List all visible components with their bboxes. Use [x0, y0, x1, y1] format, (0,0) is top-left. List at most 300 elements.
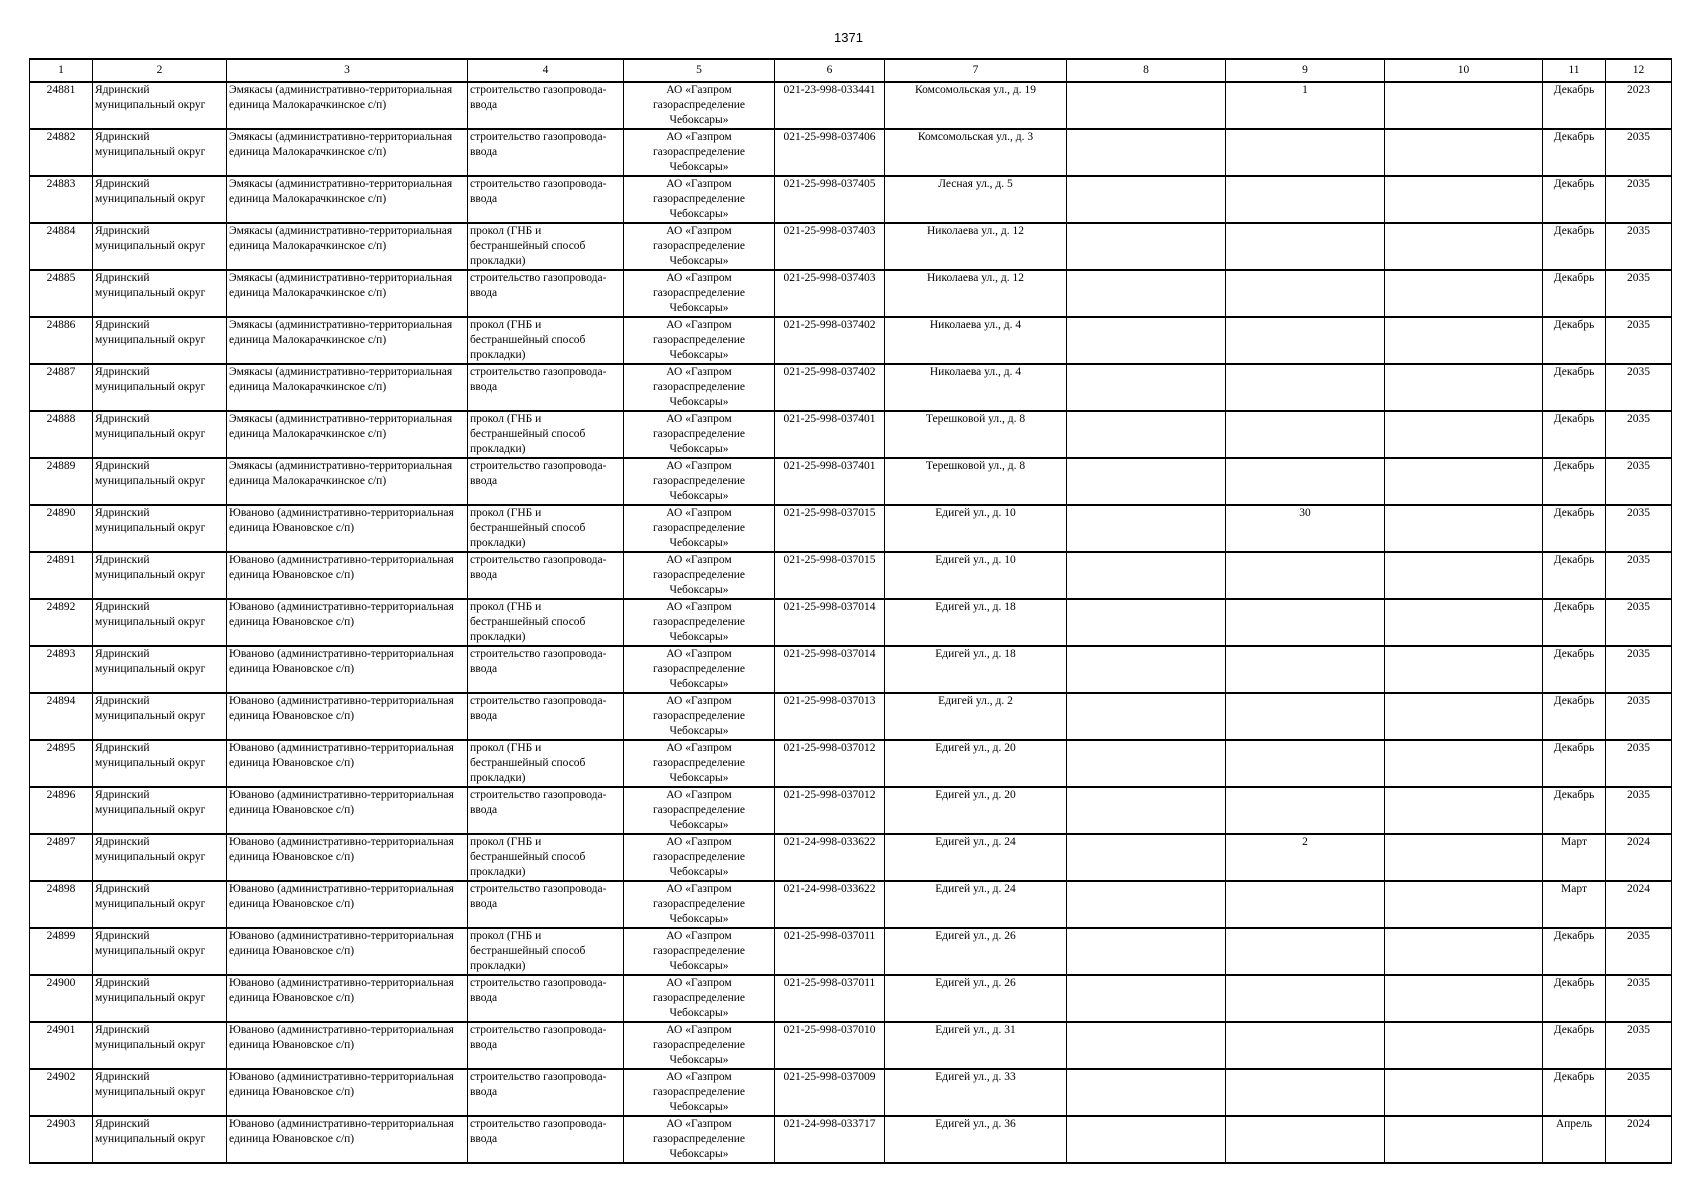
- cell-col-9-value: [1226, 411, 1385, 458]
- object-code-text: 021-25-998-037401: [783, 460, 876, 472]
- organization-text: АО «Газпром газораспределение Чебоксары»: [652, 883, 746, 925]
- work-type-text: прокол (ГНБ и бестраншейный способ прокладки): [470, 413, 586, 455]
- municipality-text: Ядринский муниципальный округ: [95, 507, 206, 534]
- cell-settlement: [227, 270, 468, 317]
- col-10-value-text: [1387, 318, 1540, 363]
- organization-text: АО «Газпром газораспределение Чебоксары»: [652, 1071, 746, 1113]
- cell-address: [885, 646, 1067, 693]
- cell-year: [1606, 975, 1672, 1022]
- cell-work-type: [468, 317, 624, 364]
- cell-municipality: [93, 693, 227, 740]
- cell-object-code: [775, 1116, 885, 1163]
- cell-municipality: [93, 411, 227, 458]
- col-10-value-text: [1387, 741, 1540, 786]
- cell-work-type: [468, 1116, 624, 1163]
- col-9-value-text: 1: [1302, 84, 1308, 96]
- cell-organization: [624, 129, 775, 176]
- cell-row-number: [30, 693, 93, 740]
- cell-row-number: [30, 928, 93, 975]
- year-text: 2035: [1627, 554, 1650, 566]
- cell-month: [1543, 599, 1606, 646]
- cell-col-10-value: [1385, 693, 1543, 740]
- row-number-text: 24901: [46, 1024, 76, 1036]
- column-header-2: 2: [93, 59, 227, 82]
- col-8-value-text: [1069, 365, 1223, 410]
- col-10-value-text: [1387, 83, 1540, 128]
- cell-object-code: [775, 834, 885, 881]
- settlement-text: Юваново (административно-территориальная единица Ювановское с/п): [229, 648, 454, 675]
- table-row: [30, 552, 1672, 599]
- cell-settlement: [227, 834, 468, 881]
- address-text: Едигей ул., д. 20: [935, 789, 1016, 801]
- address-text: Едигей ул., д. 36: [935, 1118, 1016, 1130]
- cell-col-9-value: [1226, 834, 1385, 881]
- col-8-value-text: [1069, 553, 1223, 598]
- municipality-text: Ядринский муниципальный округ: [95, 1024, 206, 1051]
- cell-row-number: [30, 1022, 93, 1069]
- municipality-text: Ядринский муниципальный округ: [95, 319, 206, 346]
- settlement-text: Эмякасы (административно-территориальная единица Малокарачкинское с/п): [229, 131, 453, 158]
- municipality-text: Ядринский муниципальный округ: [95, 789, 206, 816]
- cell-settlement: [227, 693, 468, 740]
- cell-settlement: [227, 646, 468, 693]
- month-text: Декабрь: [1553, 366, 1595, 378]
- cell-municipality: [93, 599, 227, 646]
- cell-col-10-value: [1385, 317, 1543, 364]
- cell-row-number: [30, 458, 93, 505]
- cell-month: [1543, 1116, 1606, 1163]
- municipality-text: Ядринский муниципальный округ: [95, 131, 206, 158]
- table-row: [30, 787, 1672, 834]
- row-number-text: 24889: [46, 460, 76, 472]
- settlement-text: Юваново (административно-территориальная единица Ювановское с/п): [229, 836, 454, 863]
- month-text: Декабрь: [1553, 507, 1595, 519]
- year-text: 2035: [1627, 225, 1650, 237]
- cell-municipality: [93, 928, 227, 975]
- cell-object-code: [775, 1022, 885, 1069]
- year-text: 2035: [1627, 648, 1650, 660]
- cell-address: [885, 787, 1067, 834]
- address-text: Едигей ул., д. 24: [935, 883, 1016, 895]
- month-text: Декабрь: [1553, 695, 1595, 707]
- object-code-text: 021-25-998-037011: [783, 977, 876, 989]
- cell-col-9-value: [1226, 1116, 1385, 1163]
- col-8-value-text: [1069, 318, 1223, 363]
- work-type-text: строительство газопровода-ввода: [470, 178, 607, 205]
- cell-col-9-value: [1226, 740, 1385, 787]
- object-code-text: 021-24-998-033622: [783, 883, 876, 895]
- cell-col-9-value: [1226, 975, 1385, 1022]
- col-9-value-text: [1228, 788, 1382, 833]
- month-text: Декабрь: [1553, 742, 1595, 754]
- cell-organization: [624, 928, 775, 975]
- cell-settlement: [227, 881, 468, 928]
- cell-year: [1606, 881, 1672, 928]
- month-text: Декабрь: [1553, 1071, 1595, 1083]
- cell-object-code: [775, 176, 885, 223]
- cell-object-code: [775, 129, 885, 176]
- cell-work-type: [468, 693, 624, 740]
- work-type-text: прокол (ГНБ и бестраншейный способ прокладки): [470, 319, 586, 361]
- work-type-text: прокол (ГНБ и бестраншейный способ прокладки): [470, 742, 586, 784]
- organization-text: АО «Газпром газораспределение Чебоксары»: [652, 272, 746, 314]
- column-header-1: 1: [30, 59, 93, 82]
- work-type-text: прокол (ГНБ и бестраншейный способ прокладки): [470, 225, 586, 267]
- cell-work-type: [468, 975, 624, 1022]
- month-text: Декабрь: [1553, 1024, 1595, 1036]
- table-row: [30, 317, 1672, 364]
- month-text: Декабрь: [1553, 789, 1595, 801]
- header-row: [30, 59, 1672, 82]
- cell-month: [1543, 552, 1606, 599]
- municipality-text: Ядринский муниципальный округ: [95, 554, 206, 581]
- municipality-text: Ядринский муниципальный округ: [95, 742, 206, 769]
- cell-work-type: [468, 176, 624, 223]
- cell-row-number: [30, 176, 93, 223]
- table-row: [30, 505, 1672, 552]
- col-9-value-text: [1228, 1070, 1382, 1115]
- col-8-value-text: [1069, 1070, 1223, 1115]
- municipality-text: Ядринский муниципальный округ: [95, 272, 206, 299]
- table-row: [30, 364, 1672, 411]
- settlement-text: Юваново (административно-территориальная единица Ювановское с/п): [229, 930, 454, 957]
- cell-col-9-value: [1226, 787, 1385, 834]
- cell-year: [1606, 646, 1672, 693]
- cell-settlement: [227, 599, 468, 646]
- settlement-text: Эмякасы (административно-территориальная единица Малокарачкинское с/п): [229, 366, 453, 393]
- cell-organization: [624, 82, 775, 129]
- cell-col-9-value: [1226, 928, 1385, 975]
- address-text: Николаева ул., д. 12: [927, 272, 1024, 284]
- cell-organization: [624, 364, 775, 411]
- cell-year: [1606, 317, 1672, 364]
- cell-municipality: [93, 82, 227, 129]
- col-9-value-text: [1228, 882, 1382, 927]
- cell-settlement: [227, 411, 468, 458]
- cell-col-8-value: [1067, 599, 1226, 646]
- table-body: [30, 82, 1672, 1163]
- cell-settlement: [227, 1116, 468, 1163]
- cell-col-9-value: [1226, 317, 1385, 364]
- year-text: 2035: [1627, 319, 1650, 331]
- cell-col-10-value: [1385, 740, 1543, 787]
- cell-month: [1543, 881, 1606, 928]
- cell-organization: [624, 881, 775, 928]
- municipality-text: Ядринский муниципальный округ: [95, 178, 206, 205]
- row-number-text: 24882: [46, 131, 76, 143]
- address-text: Едигей ул., д. 10: [935, 507, 1016, 519]
- work-type-text: строительство газопровода-ввода: [470, 648, 607, 675]
- cell-work-type: [468, 552, 624, 599]
- cell-month: [1543, 411, 1606, 458]
- col-9-value-text: [1228, 741, 1382, 786]
- cell-col-10-value: [1385, 1069, 1543, 1116]
- work-type-text: строительство газопровода-ввода: [470, 1071, 607, 1098]
- cell-organization: [624, 834, 775, 881]
- cell-col-9-value: [1226, 176, 1385, 223]
- col-8-value-text: [1069, 929, 1223, 974]
- cell-col-10-value: [1385, 82, 1543, 129]
- year-text: 2024: [1627, 883, 1650, 895]
- address-text: Терешковой ул., д. 8: [925, 413, 1026, 425]
- cell-object-code: [775, 364, 885, 411]
- settlement-text: Эмякасы (административно-территориальная единица Малокарачкинское с/п): [229, 460, 453, 487]
- month-text: Декабрь: [1553, 648, 1595, 660]
- col-8-value-text: [1069, 177, 1223, 222]
- cell-col-9-value: [1226, 505, 1385, 552]
- cell-organization: [624, 693, 775, 740]
- cell-col-8-value: [1067, 1069, 1226, 1116]
- table-row: [30, 176, 1672, 223]
- object-code-text: 021-25-998-037015: [783, 507, 876, 519]
- cell-col-9-value: [1226, 693, 1385, 740]
- col-9-value-text: 2: [1302, 836, 1308, 848]
- cell-col-8-value: [1067, 317, 1226, 364]
- work-type-text: строительство газопровода-ввода: [470, 1118, 607, 1145]
- cell-month: [1543, 176, 1606, 223]
- cell-settlement: [227, 82, 468, 129]
- address-text: Едигей ул., д. 10: [935, 554, 1016, 566]
- object-code-text: 021-25-998-037011: [783, 930, 876, 942]
- cell-row-number: [30, 505, 93, 552]
- col-10-value-text: [1387, 130, 1540, 175]
- object-code-text: 021-24-998-033622: [783, 836, 876, 848]
- cell-row-number: [30, 881, 93, 928]
- object-code-text: 021-25-998-037015: [783, 554, 876, 566]
- settlement-text: Юваново (административно-территориальная единица Ювановское с/п): [229, 554, 454, 581]
- table-row: [30, 975, 1672, 1022]
- organization-text: АО «Газпром газораспределение Чебоксары»: [652, 460, 746, 502]
- cell-col-10-value: [1385, 928, 1543, 975]
- cell-municipality: [93, 223, 227, 270]
- col-9-value-text: [1228, 177, 1382, 222]
- organization-text: АО «Газпром газораспределение Чебоксары»: [652, 178, 746, 220]
- month-text: Декабрь: [1553, 131, 1595, 143]
- cell-organization: [624, 1069, 775, 1116]
- table-row: [30, 223, 1672, 270]
- month-text: Декабрь: [1553, 977, 1595, 989]
- settlement-text: Эмякасы (административно-территориальная единица Малокарачкинское с/п): [229, 178, 453, 205]
- year-text: 2035: [1627, 695, 1650, 707]
- cell-work-type: [468, 505, 624, 552]
- year-text: 2024: [1627, 836, 1650, 848]
- address-text: Едигей ул., д. 2: [938, 695, 1013, 707]
- column-header-7: 7: [885, 59, 1067, 82]
- cell-address: [885, 317, 1067, 364]
- settlement-text: Эмякасы (административно-территориальная единица Малокарачкинское с/п): [229, 413, 453, 440]
- work-type-text: строительство газопровода-ввода: [470, 977, 607, 1004]
- organization-text: АО «Газпром газораспределение Чебоксары»: [652, 84, 746, 126]
- cell-work-type: [468, 270, 624, 317]
- cell-col-9-value: [1226, 1022, 1385, 1069]
- month-text: Декабрь: [1553, 84, 1595, 96]
- table-row: [30, 599, 1672, 646]
- cell-municipality: [93, 834, 227, 881]
- settlement-text: Юваново (административно-территориальная единица Ювановское с/п): [229, 789, 454, 816]
- object-code-text: 021-25-998-037009: [783, 1071, 876, 1083]
- cell-object-code: [775, 646, 885, 693]
- column-header-6: 6: [775, 59, 885, 82]
- cell-col-8-value: [1067, 740, 1226, 787]
- object-code-text: 021-25-998-037406: [783, 131, 876, 143]
- table-row: [30, 834, 1672, 881]
- col-8-value-text: [1069, 271, 1223, 316]
- cell-object-code: [775, 458, 885, 505]
- cell-municipality: [93, 1022, 227, 1069]
- cell-month: [1543, 270, 1606, 317]
- work-type-text: строительство газопровода-ввода: [470, 460, 607, 487]
- settlement-text: Юваново (административно-территориальная единица Ювановское с/п): [229, 1118, 454, 1145]
- cell-address: [885, 552, 1067, 599]
- cell-col-8-value: [1067, 881, 1226, 928]
- col-8-value-text: [1069, 83, 1223, 128]
- table-row: [30, 82, 1672, 129]
- cell-month: [1543, 1069, 1606, 1116]
- cell-municipality: [93, 505, 227, 552]
- cell-address: [885, 975, 1067, 1022]
- municipality-text: Ядринский муниципальный округ: [95, 648, 206, 675]
- col-8-value-text: [1069, 741, 1223, 786]
- cell-year: [1606, 1022, 1672, 1069]
- column-header-11: 11: [1543, 59, 1606, 82]
- column-header-9: 9: [1226, 59, 1385, 82]
- col-8-value-text: [1069, 976, 1223, 1021]
- organization-text: АО «Газпром газораспределение Чебоксары»: [652, 789, 746, 831]
- settlement-text: Юваново (административно-территориальная единица Ювановское с/п): [229, 1024, 454, 1051]
- cell-settlement: [227, 1022, 468, 1069]
- cell-organization: [624, 176, 775, 223]
- col-10-value-text: [1387, 177, 1540, 222]
- organization-text: АО «Газпром газораспределение Чебоксары»: [652, 1024, 746, 1066]
- cell-month: [1543, 129, 1606, 176]
- cell-month: [1543, 82, 1606, 129]
- col-10-value-text: [1387, 647, 1540, 692]
- cell-col-8-value: [1067, 364, 1226, 411]
- object-code-text: 021-25-998-037014: [783, 648, 876, 660]
- organization-text: АО «Газпром газораспределение Чебоксары»: [652, 554, 746, 596]
- cell-row-number: [30, 82, 93, 129]
- col-10-value-text: [1387, 835, 1540, 880]
- cell-col-10-value: [1385, 599, 1543, 646]
- address-text: Едигей ул., д. 31: [935, 1024, 1016, 1036]
- address-text: Николаева ул., д. 4: [929, 366, 1022, 378]
- cell-organization: [624, 552, 775, 599]
- column-header-12: 12: [1606, 59, 1672, 82]
- cell-col-8-value: [1067, 223, 1226, 270]
- cell-object-code: [775, 599, 885, 646]
- cell-object-code: [775, 928, 885, 975]
- cell-organization: [624, 975, 775, 1022]
- cell-row-number: [30, 1116, 93, 1163]
- month-text: Декабрь: [1553, 272, 1595, 284]
- row-number-text: 24897: [46, 836, 76, 848]
- work-type-text: строительство газопровода-ввода: [470, 272, 607, 299]
- municipality-text: Ядринский муниципальный округ: [95, 460, 206, 487]
- address-text: Комсомольская ул., д. 3: [917, 131, 1034, 143]
- municipality-text: Ядринский муниципальный округ: [95, 366, 206, 393]
- col-8-value-text: [1069, 600, 1223, 645]
- cell-work-type: [468, 1069, 624, 1116]
- settlement-text: Эмякасы (административно-территориальная единица Малокарачкинское с/п): [229, 225, 453, 252]
- address-text: Едигей ул., д. 20: [935, 742, 1016, 754]
- col-10-value-text: [1387, 1023, 1540, 1068]
- col-10-value-text: [1387, 224, 1540, 269]
- work-type-text: строительство газопровода-ввода: [470, 84, 607, 111]
- cell-address: [885, 82, 1067, 129]
- year-text: 2035: [1627, 413, 1650, 425]
- cell-year: [1606, 505, 1672, 552]
- cell-address: [885, 411, 1067, 458]
- cell-work-type: [468, 599, 624, 646]
- col-9-value-text: [1228, 271, 1382, 316]
- row-number-text: 24886: [46, 319, 76, 331]
- row-number-text: 24896: [46, 789, 76, 801]
- cell-year: [1606, 928, 1672, 975]
- cell-row-number: [30, 975, 93, 1022]
- cell-object-code: [775, 223, 885, 270]
- row-number-text: 24900: [46, 977, 76, 989]
- cell-object-code: [775, 270, 885, 317]
- work-type-text: прокол (ГНБ и бестраншейный способ прокладки): [470, 930, 586, 972]
- cell-work-type: [468, 646, 624, 693]
- year-text: 2035: [1627, 1024, 1650, 1036]
- work-type-text: строительство газопровода-ввода: [470, 366, 607, 393]
- month-text: Апрель: [1555, 1118, 1593, 1130]
- object-code-text: 021-25-998-037401: [783, 413, 876, 425]
- cell-year: [1606, 740, 1672, 787]
- cell-col-10-value: [1385, 176, 1543, 223]
- year-text: 2035: [1627, 601, 1650, 613]
- cell-settlement: [227, 787, 468, 834]
- cell-col-9-value: [1226, 646, 1385, 693]
- col-9-value-text: [1228, 647, 1382, 692]
- settlement-text: Юваново (административно-территориальная единица Ювановское с/п): [229, 977, 454, 1004]
- cell-organization: [624, 1022, 775, 1069]
- cell-month: [1543, 740, 1606, 787]
- cell-row-number: [30, 646, 93, 693]
- table-row: [30, 458, 1672, 505]
- cell-month: [1543, 646, 1606, 693]
- address-text: Едигей ул., д. 18: [935, 648, 1016, 660]
- col-10-value-text: [1387, 976, 1540, 1021]
- cell-col-10-value: [1385, 129, 1543, 176]
- table-row: [30, 1116, 1672, 1163]
- col-9-value-text: [1228, 130, 1382, 175]
- cell-row-number: [30, 270, 93, 317]
- cell-col-10-value: [1385, 364, 1543, 411]
- cell-municipality: [93, 881, 227, 928]
- object-code-text: 021-25-998-037402: [783, 319, 876, 331]
- month-text: Декабрь: [1553, 930, 1595, 942]
- month-text: Декабрь: [1553, 319, 1595, 331]
- cell-organization: [624, 646, 775, 693]
- cell-col-9-value: [1226, 552, 1385, 599]
- cell-year: [1606, 599, 1672, 646]
- settlement-text: Юваново (административно-территориальная единица Ювановское с/п): [229, 1071, 454, 1098]
- cell-address: [885, 1069, 1067, 1116]
- cell-year: [1606, 787, 1672, 834]
- settlement-text: Эмякасы (административно-территориальная единица Малокарачкинское с/п): [229, 84, 453, 111]
- col-9-value-text: [1228, 1023, 1382, 1068]
- cell-address: [885, 458, 1067, 505]
- cell-work-type: [468, 834, 624, 881]
- cell-row-number: [30, 552, 93, 599]
- cell-month: [1543, 458, 1606, 505]
- settlement-text: Эмякасы (административно-территориальная единица Малокарачкинское с/п): [229, 272, 453, 299]
- cell-col-8-value: [1067, 270, 1226, 317]
- cell-object-code: [775, 740, 885, 787]
- municipality-text: Ядринский муниципальный округ: [95, 601, 206, 628]
